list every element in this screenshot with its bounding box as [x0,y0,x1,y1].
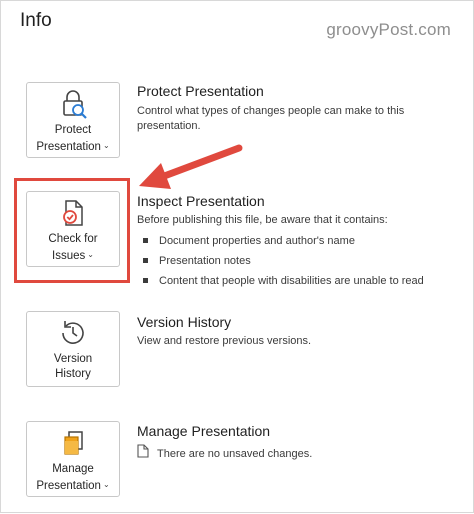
list-item: Document properties and author's name [143,231,424,251]
tile-label-line1: Version [53,353,93,365]
inspect-presentation-description: Before publishing this file, be aware that it contains: [137,214,388,226]
version-history-title: Version History [137,314,232,330]
inspect-presentation-title: Inspect Presentation [137,193,265,209]
chevron-down-icon: ⌄ [87,250,94,259]
unsaved-status-text: There are no unsaved changes. [157,447,313,460]
tile-label-line2: Issues [52,250,86,262]
tile-label-line1: Check for [48,233,98,245]
tile-label-line2: Presentation [36,141,101,153]
chevron-down-icon: ⌄ [102,480,110,489]
tile-label-line1: Manage [52,463,94,475]
tile-label-line2: Presentation [36,480,101,492]
list-item: Presentation notes [143,251,424,271]
watermark-text: groovyPost.com [326,20,451,39]
manage-presentation-title: Manage Presentation [137,423,271,439]
page-title: Info [20,10,52,31]
protect-presentation-description: Control what types of changes people can make to this presentation. [137,105,405,132]
version-history-description: View and restore previous versions. [137,335,312,347]
tile-label-line1: Protect [54,124,92,136]
protect-presentation-title: Protect Presentation [137,83,264,99]
chevron-down-icon: ⌄ [102,141,110,150]
list-item: Content that people with disabilities are unable to read [143,271,424,291]
annotation-arrow-icon [1,1,474,514]
tile-label-line2: History [55,368,91,380]
